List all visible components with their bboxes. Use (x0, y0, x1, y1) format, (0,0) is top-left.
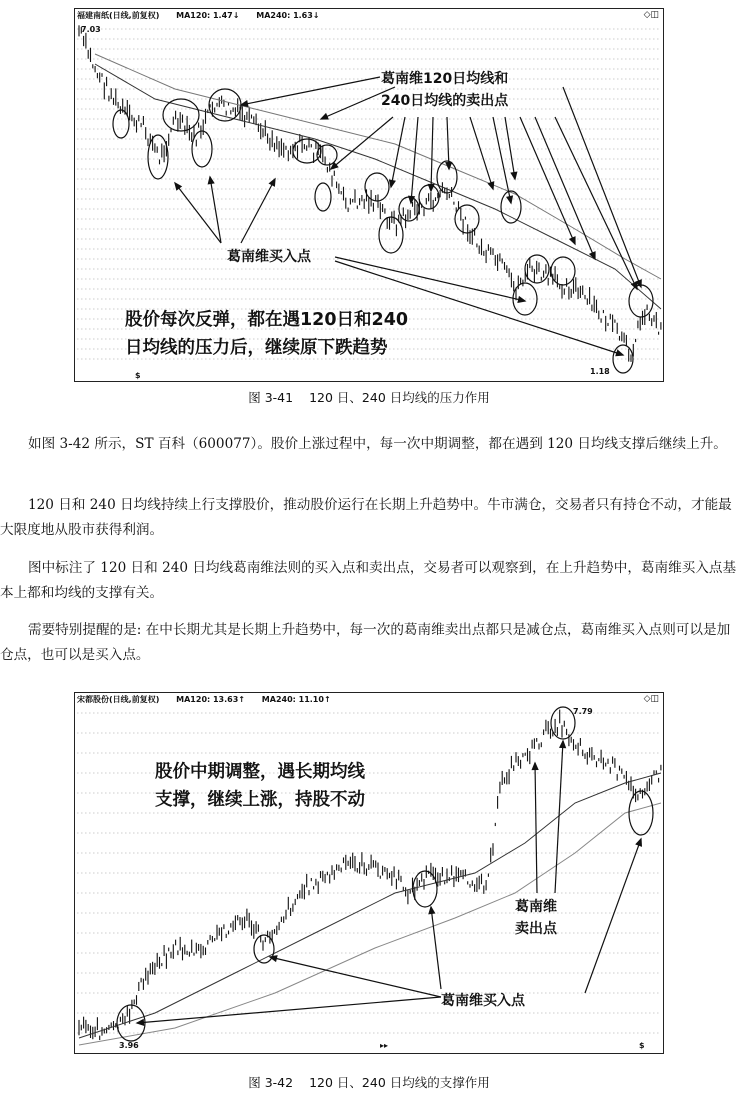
chart1-sell-arrow-6-head (446, 162, 451, 169)
chart1-buy-arrow-0 (175, 183, 221, 243)
chart1-buy-arrow-0-head (175, 183, 181, 190)
chart2-ma240-line (79, 803, 661, 1045)
chart2-plot (75, 693, 663, 1053)
chart-3-41 (74, 8, 664, 382)
chart2-window-icons: ◇◫ (643, 694, 659, 704)
chart1-sell-arrow-4 (411, 117, 418, 203)
chart1-marker: $ (135, 371, 141, 380)
chart2-high-price: 7.79 (573, 707, 593, 716)
chart1-mark-8 (365, 173, 389, 201)
chart1-ma120: MA120: 1.47↓ (176, 11, 240, 20)
chart-3-42 (74, 692, 664, 1054)
chart1-mark-3 (163, 99, 199, 131)
chart1-sell-label-2: 240日均线的卖出点 (381, 93, 509, 109)
chart1-sell-arrow-2 (331, 117, 393, 169)
chart2-buy-label: 葛南维买入点 (441, 993, 525, 1009)
chart1-note-2: 日均线的压力后，继续原下跌趋势 (125, 338, 388, 358)
chart1-buy-arrow-3-head (518, 297, 525, 302)
chart1-buy-arrow-4-head (616, 350, 623, 355)
chart1-sell-arrow-0-head (241, 101, 248, 106)
chart1-note-1: 股价每次反弹，都在遇120日和240 (125, 310, 409, 330)
chart2-buy-arrow-0 (137, 997, 441, 1023)
chart1-sell-arrow-7 (470, 117, 493, 189)
chart1-high-price: 7.03 (81, 25, 101, 34)
chart1-buy-arrow-3 (335, 257, 525, 301)
chart1-sell-arrow-10-head (570, 237, 575, 244)
paragraph-3: 图中标注了 120 日和 240 日均线葛南维法则的买入点和卖出点，交易者可以观察到，在上升趋势中，葛南维买入点基本上都和均线的支撑有关。 (0, 560, 737, 601)
chart2-buy-arrow-3 (585, 839, 641, 993)
chart2-sell-arrow-0-head (532, 763, 537, 769)
caption2-number: 图 3-42 (248, 1075, 294, 1090)
chart1-buy-label: 葛南维买入点 (227, 249, 311, 265)
paragraph-2: 120 日和 240 日均线持续上行支撑股价，推动股价运行在长期上升趋势中。牛市满仓，交易者只有持仓不动，才能最大限度地从股市获得利润。 (0, 497, 732, 538)
chart1-sell-arrow-3-head (390, 180, 395, 187)
chart2-sell-label-1: 葛南维 (515, 899, 557, 915)
chart1-sell-arrow-5 (431, 117, 433, 191)
chart1-low-price: 1.18 (590, 367, 610, 376)
chart1-sell-arrow-8 (493, 117, 511, 203)
chart1-mark-1 (148, 135, 168, 179)
chart1-sell-arrow-13 (563, 87, 641, 287)
chart1-sell-arrow-8-head (507, 196, 512, 203)
chart1-sell-label-1: 葛南维120日均线和 (381, 71, 509, 87)
chart2-sell-label-2: 卖出点 (515, 921, 557, 937)
chart1-mark-9 (379, 217, 403, 253)
chart1-sell-arrow-4-head (409, 196, 414, 203)
chart2-buy-arrow-0-head (137, 1020, 144, 1025)
chart1-buy-arrow-2 (241, 179, 275, 243)
chart1-ma240-line (95, 54, 661, 279)
chart1-buy-arrow-1-head (208, 177, 213, 184)
chart1-window-icons: ◇◫ (643, 10, 659, 20)
chart2-marker-2: ▸▸ (380, 1041, 389, 1050)
chart2-sell-arrow-1 (555, 741, 563, 893)
chart2-buy-arrow-2 (431, 907, 441, 989)
chart1-buy-arrow-1 (210, 177, 221, 243)
chart2-stock-name: 宋都股份(日线,前复权) (77, 695, 160, 704)
chart1-ma240: MA240: 1.63↓ (256, 11, 320, 20)
figure-caption-3-41 (0, 388, 738, 406)
chart2-sell-arrow-0 (535, 763, 537, 893)
chart1-sell-arrow-9 (505, 117, 515, 179)
chart1-mark-18 (629, 285, 653, 317)
chart2-note-2: 支撑，继续上涨，持股不动 (155, 790, 365, 810)
chart1-sell-arrow-7-head (488, 182, 493, 189)
caption1-number: 图 3-41 (248, 390, 294, 405)
chart1-sell-arrow-3 (391, 117, 405, 187)
chart2-buy-arrow-2-head (429, 907, 434, 914)
paragraph-1: 如图 3-42 所示，ST 百科（600077）。股价上涨过程中，每一次中期调整，都在遇到 120 日均线支撑后继续上升。 (28, 436, 727, 452)
chart2-buy-arrow-3-head (636, 839, 641, 846)
chart1-sell-arrow-9-head (511, 172, 516, 179)
chart2-note-1: 股价中期调整，遇长期均线 (155, 762, 365, 782)
chart1-stock-name: 福建南纸(日线,前复权) (77, 11, 160, 20)
paragraph-4: 需要特别提醒的是: 在中长期尤其是长期上升趋势中，每一次的葛南维卖出点都只是减仓点，葛南维买入点则可以是加仓点，也可以是买入点。 (0, 622, 731, 663)
chart2-low-price: 3.96 (119, 1041, 139, 1050)
figure-caption-3-42 (0, 1073, 738, 1091)
chart2-buy-arrow-1 (270, 957, 441, 997)
chart1-mark-13 (455, 205, 479, 233)
chart2-ma120: MA120: 13.63↑ (176, 695, 245, 704)
chart1-mark-0 (113, 110, 129, 138)
chart1-sell-arrow-10 (520, 117, 575, 244)
caption2-title: 120 日、240 日均线的支撑作用 (309, 1075, 490, 1090)
chart2-marker: $ (639, 1041, 645, 1050)
chart2-ma240: MA240: 11.10↑ (261, 695, 331, 704)
chart1-mark-7 (315, 183, 331, 211)
chart1-sell-arrow-12 (555, 117, 637, 289)
chart2-sell-arrow-1-head (560, 741, 565, 748)
caption1-title: 120 日、240 日均线的压力作用 (309, 390, 490, 405)
chart1-sell-arrow-5-head (428, 184, 433, 191)
chart2-buy-arrow-1-head (270, 956, 277, 961)
chart1-sell-arrow-0 (241, 77, 380, 105)
chart1-buy-arrow-2-head (270, 179, 275, 186)
chart1-sell-arrow-1-head (321, 114, 328, 119)
